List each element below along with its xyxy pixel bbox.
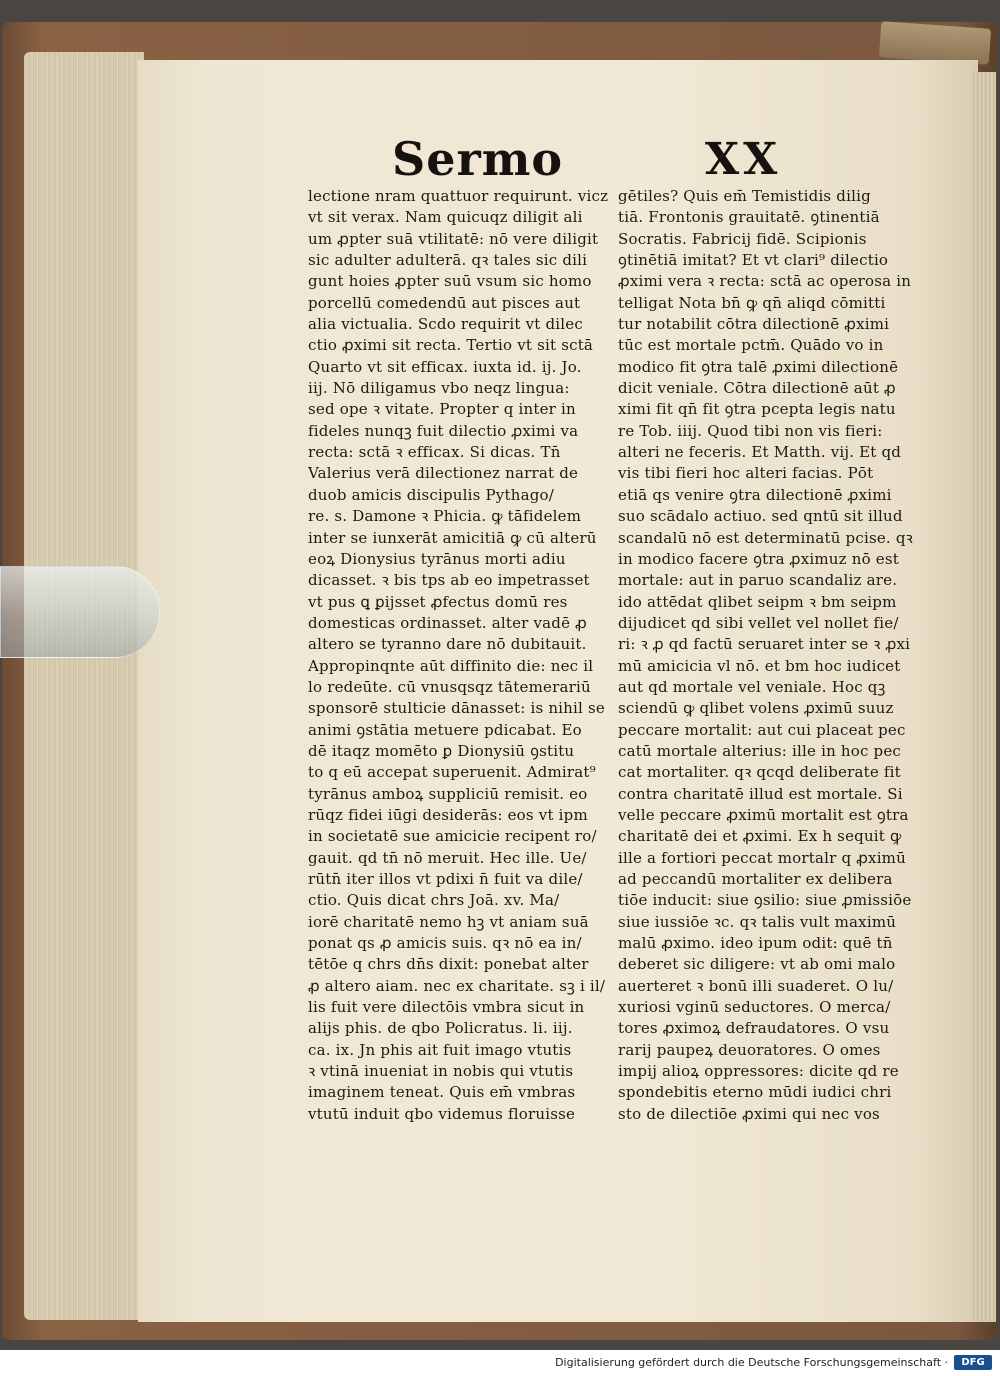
- text-line: tur notabilit cōtra dilectionē ꝓximi: [618, 315, 890, 334]
- text-line: mortale: aut in paruo scandaliz are.: [618, 571, 898, 590]
- text-line: vtutū induit qbo videmus floruisse: [308, 1104, 576, 1123]
- text-line: iij. Nō diligamus vbo neqz lingua:: [308, 379, 570, 398]
- text-line: rūtn̄ iter illos vt pdixi n̄ fuit va dile/: [308, 870, 583, 888]
- text-line: tiōe inducit: siue ꝯsilio: siue ꝓmissiōe: [618, 891, 912, 910]
- text-line: ad peccandū mortaliter ex delibera: [618, 870, 893, 888]
- text-line: gētiles? Quis em̄ Temistidis dilig: [618, 187, 871, 205]
- text-line: fideles nunqꝫ fuit dilectio ꝓximi va: [308, 421, 579, 440]
- text-line: re Tob. iiij. Quod tibi non vis fieri:: [618, 421, 883, 440]
- text-line: duob amicis discipulis Pythago/: [308, 485, 554, 504]
- text-line: alia victualia. Scdo requirit vt dilec: [308, 315, 583, 334]
- text-line: catū mortale alterius: ille in hoc pec: [618, 741, 902, 760]
- text-line: um ꝓpter suā vtilitatē: nō vere diligit: [308, 229, 599, 248]
- text-line: malū ꝓximo. ideo ipum odit: quē tn̄: [618, 934, 893, 953]
- text-line: scandalū nō est determinatū pcise. qꝛ: [618, 528, 913, 547]
- text-line: deberet sic diligere: vt ab omi malo: [618, 955, 896, 974]
- text-line: modico fit ꝯtra talē ꝓximi dilectionē: [618, 357, 899, 376]
- running-head-title: Sermo: [392, 132, 564, 186]
- text-line: sed ope ꝛ vitate. Propter q inter in: [308, 400, 576, 419]
- text-line: in modico facere ꝯtra ꝓximuz nō est: [618, 549, 899, 568]
- text-line: porcellū comedendū aut pisces aut: [308, 293, 581, 312]
- text-line: dicasset. ꝛ bis tps ab eo impetrasset: [308, 571, 590, 590]
- text-line: eoꝝ Dionysius tyrānus morti adiu: [308, 549, 566, 568]
- text-line: dicit veniale. Cōtra dilectionē aūt ꝓ: [618, 379, 896, 398]
- text-line: Socratis. Fabricij fidē. Scipionis: [618, 229, 867, 248]
- text-line: vis tibi fieri hoc alteri facias. Pōt: [618, 464, 874, 483]
- text-line: tētōe q chrs dn̄s dixit: ponebat alter: [308, 955, 589, 974]
- text-line: iorē charitatē nemo hꝫ vt aniam suā: [308, 912, 589, 931]
- text-line: xuriosi vginū seductores. O merca/: [618, 998, 891, 1017]
- text-line: tūc est mortale pctm̄. Quādo vo in: [618, 336, 884, 355]
- text-line: to q eū accepat superuenit. Admirat⁹: [308, 763, 596, 782]
- text-line: tores ꝓximoꝝ defraudatores. O vsu: [618, 1019, 890, 1038]
- running-head-number: XX: [705, 134, 782, 185]
- text-line: alteri ne feceris. Et Matth. vij. Et qd: [618, 443, 902, 462]
- text-line: etiā qs venire ꝯtra dilectionē ꝓximi: [618, 485, 892, 504]
- text-line: ido attēdat qlibet seipm ꝛ bm seipm: [618, 592, 897, 611]
- text-line: sic adulter adulterā. qꝛ tales sic dili: [308, 251, 588, 270]
- text-line: contra charitatē illud est mortale. Si: [618, 784, 903, 803]
- text-line: lo redeūte. cū vnusqsqz tātemerariū: [308, 677, 591, 696]
- text-line: rarij paupeꝝ deuoratores. O omes: [618, 1040, 881, 1059]
- text-line: velle peccare ꝓximū mortalit est ꝯtra: [618, 805, 909, 824]
- page-edges-right: [972, 72, 996, 1322]
- funding-credit: Digitalisierung gefördert durch die Deutsche Forschungsgemeinschaft ·: [555, 1356, 948, 1369]
- text-line: imaginem teneat. Quis em̄ vmbras: [308, 1083, 576, 1102]
- text-line: auerteret ꝛ bonū illi suaderet. O lu/: [618, 976, 894, 995]
- text-line: tiā. Frontonis grauitatē. ꝯtinentiā: [618, 208, 880, 227]
- text-line: siue iussiōe ꝛc. qꝛ talis vult maximū: [618, 912, 897, 931]
- text-line: gunt hoies ꝓpter suū vsum sic homo: [308, 272, 592, 291]
- text-line: rūqz fidei iūgi desiderās: eos vt ipm: [308, 805, 588, 824]
- text-line: animi ꝯstātia metuere pdicabat. Eo: [308, 720, 582, 739]
- text-line: gauit. qd tn̄ nō meruit. Hec ille. Ue/: [308, 848, 587, 867]
- text-line: impij alioꝝ oppressores: dicite qd re: [618, 1062, 899, 1081]
- text-column-left: [308, 186, 608, 1125]
- text-line: lis fuit vere dilectōis vmbra sicut in: [308, 998, 585, 1017]
- text-line: ri: ꝛ ꝓ qd factū seruaret inter se ꝛ ꝓxi: [618, 635, 911, 654]
- text-line: sto de dilectiōe ꝓximi qui nec vos: [618, 1104, 880, 1123]
- text-line: ꝓ altero aiam. nec ex charitate. sꝫ i il/: [308, 976, 606, 995]
- text-line: Quarto vt sit efficax. iuxta id. ij. Jo.: [308, 357, 582, 376]
- text-line: telligat Nota bn̄ ꝙ qn̄ aliqd cōmitti: [618, 293, 886, 312]
- text-line: ctio. Quis dicat chrs Joā. xv. Ma/: [308, 891, 560, 910]
- text-line: ponat qs ꝓ amicis suis. qꝛ nō ea in/: [308, 934, 582, 953]
- text-line: ctio ꝓximi sit recta. Tertio vt sit sctā: [308, 336, 594, 355]
- text-line: mū amicicia vl nō. et bm hoc iudicet: [618, 656, 901, 675]
- text-line: vt pus ꝗ ꝑijsset ꝓfectus domū res: [308, 592, 568, 611]
- page-holder-clip: [0, 566, 160, 658]
- text-line: ille a fortiori peccat mortalr q ꝓximū: [618, 848, 906, 867]
- text-line: re. s. Damone ꝛ Phicia. ꝙ tāfidelem: [308, 507, 582, 526]
- bookmark-ribbon: [879, 21, 991, 65]
- page-edges-left: [24, 52, 144, 1320]
- text-line: aut qd mortale vel veniale. Hoc qꝫ: [618, 677, 886, 696]
- text-line: altero se tyranno dare nō dubitauit.: [308, 635, 587, 654]
- text-line: ꝛ vtinā inueniat in nobis qui vtutis: [308, 1062, 574, 1081]
- text-line: Appropinqnte aūt diffinito die: nec il: [308, 656, 594, 675]
- text-line: ꝓximi vera ꝛ recta: sctā ac operosa in: [618, 272, 912, 291]
- text-line: suo scādalo actiuo. sed qntū sit illud: [618, 507, 903, 526]
- text-line: sciendū ꝙ qlibet volens ꝓximū suuz: [618, 699, 894, 718]
- text-line: dē itaqz momēto ꝑ Dionysiū ꝯstitu: [308, 741, 575, 760]
- text-line: charitatē dei et ꝓximi. Ex h sequit ꝙ: [618, 827, 902, 846]
- text-line: Valerius verā dilectionez narrat de: [308, 464, 579, 483]
- text-line: ca. ix. Jn phis ait fuit imago vtutis: [308, 1040, 572, 1059]
- text-line: spondebitis eterno mūdi iudici chri: [618, 1083, 892, 1102]
- text-column-right: [618, 186, 918, 1125]
- text-line: peccare mortalit: aut cui placeat pec: [618, 720, 906, 739]
- text-line: sponsorē stulticie dānasset: is nihil se: [308, 699, 605, 718]
- text-line: tyrānus amboꝝ suppliciū remisit. eo: [308, 784, 588, 803]
- text-line: alijs phis. de qbo Policratus. li. iij.: [308, 1019, 573, 1038]
- text-line: inter se iunxerāt amicitiā ꝙ cū alterū: [308, 528, 597, 547]
- text-line: lectione nram quattuor requirunt. vicz: [308, 187, 608, 205]
- text-line: ꝯtinētiā imitat? Et vt clari⁹ dilectio: [618, 251, 889, 270]
- text-line: domesticas ordinasset. alter vadē ꝓ: [308, 613, 587, 632]
- text-line: dijudicet qd sibi vellet vel nollet fie/: [618, 613, 899, 632]
- text-line: in societatē sue amicicie recipent ro/: [308, 827, 597, 846]
- text-line: cat mortaliter. qꝛ qcqd deliberate fit: [618, 763, 901, 782]
- text-line: ximi fit qn̄ fit ꝯtra pcepta legis natu: [618, 400, 896, 419]
- text-line: vt sit verax. Nam quicuqz diligit ali: [308, 208, 583, 227]
- text-line: recta: sctā ꝛ efficax. Si dicas. Tn̄: [308, 443, 561, 462]
- dfg-logo: DFG: [954, 1355, 992, 1370]
